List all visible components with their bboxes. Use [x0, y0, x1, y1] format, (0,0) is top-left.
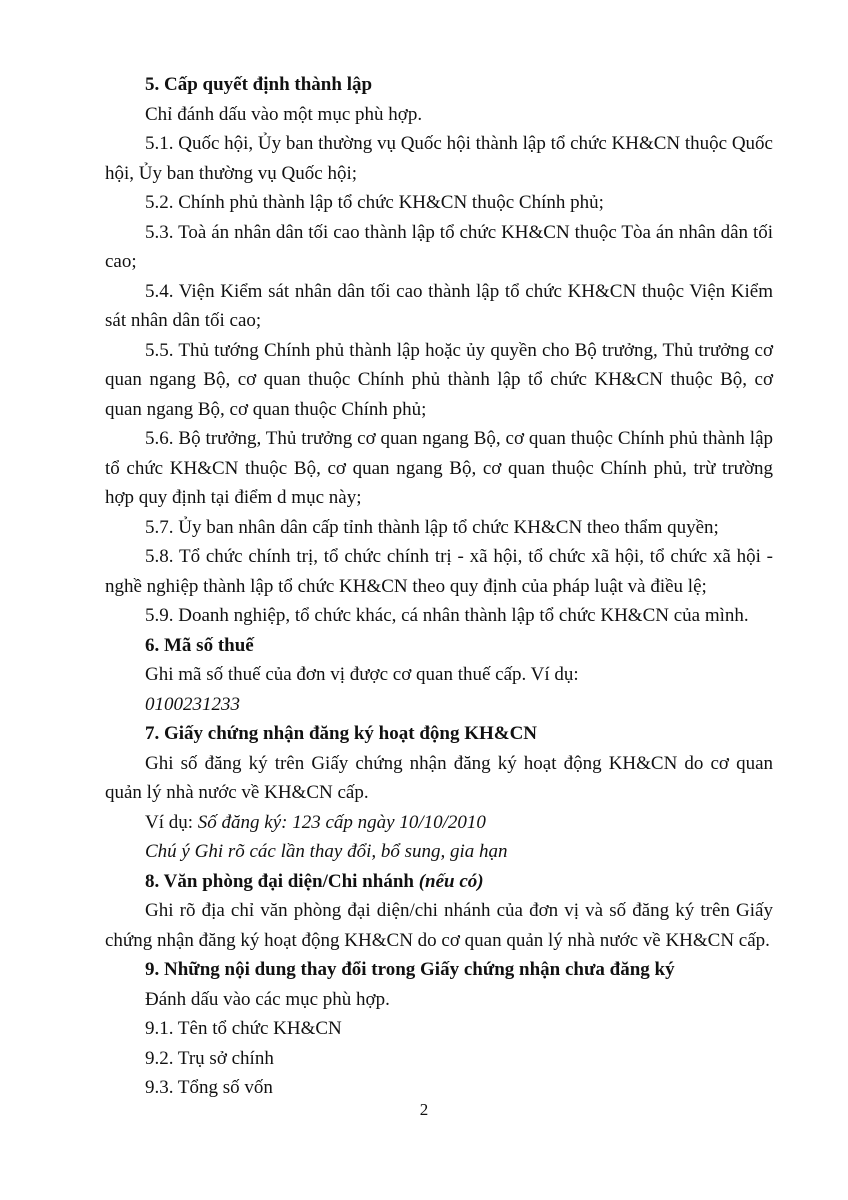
section-5-item: 5.2. Chính phủ thành lập tổ chức KH&CN thuộc Chính phủ; [145, 192, 604, 213]
section-7-note: Chú ý Ghi rõ các lần thay đổi, bổ sung, gia hạn [145, 841, 508, 862]
section-5-item: 5.1. Quốc hội, Ủy ban thường vụ Quốc hội thành lập tổ chức KH&CN thuộc Quốc hội, Ủy ban thường vụ Quốc hội; [105, 133, 773, 184]
document-page [105, 70, 773, 1103]
section-5-note: Chỉ đánh dấu vào một mục phù hợp. [145, 103, 423, 125]
section-5-item: 5.7. Ủy ban nhân dân cấp tỉnh thành lập tổ chức KH&CN theo thẩm quyền; [145, 516, 719, 538]
section-5-item: 5.3. Toà án nhân dân tối cao thành lập tổ chức KH&CN thuộc Tòa án nhân dân tối cao; [105, 221, 773, 272]
section-6-heading: 6. Mã số thuế [145, 634, 254, 656]
section-9-item: 9.2. Trụ sở chính [145, 1047, 274, 1069]
section-5-item: 5.8. Tổ chức chính trị, tổ chức chính trị - xã hội, tổ chức xã hội, tổ chức xã hội - nghề nghiệp thành lập tổ chức KH&CN theo quy định của pháp luật và điều lệ; [105, 546, 773, 597]
section-9-note: Đánh dấu vào các mục phù hợp. [145, 988, 390, 1010]
example-value: Số đăng ký: 123 cấp ngày 10/10/2010 [197, 811, 486, 833]
section-7-example [105, 808, 773, 838]
section-9-heading: 9. Những nội dung thay đổi trong Giấy chứng nhận chưa đăng ký [145, 959, 675, 980]
example-prefix: Ví dụ: [145, 811, 198, 833]
section-5-item: 5.5. Thủ tướng Chính phủ thành lập hoặc ủy quyền cho Bộ trưởng, Thủ trưởng cơ quan ngang Bộ, cơ quan thuộc Chính phủ thành lập tổ chức KH&CN thuộc Bộ, cơ quan ngang Bộ, cơ quan thuộc Chính phủ; [105, 339, 773, 420]
section-8-title: 8. Văn phòng đại diện/Chi nhánh [145, 870, 419, 892]
section-5-item: 5.6. Bộ trưởng, Thủ trưởng cơ quan ngang Bộ, cơ quan thuộc Chính phủ thành lập tổ chức KH&CN thuộc Bộ, cơ quan ngang Bộ, cơ quan thuộc Chính phủ, trừ trường hợp quy định tại điểm d mục này; [105, 428, 773, 508]
section-5-item: 5.4. Viện Kiểm sát nhân dân tối cao thành lập tổ chức KH&CN thuộc Viện Kiểm sát nhân dân tối cao; [105, 280, 773, 331]
page-number: 2 [419, 1100, 429, 1119]
section-8-heading [105, 867, 773, 897]
section-6-example: 0100231233 [145, 693, 240, 715]
section-7-text: Ghi số đăng ký trên Giấy chứng nhận đăng ký hoạt động KH&CN do cơ quan quản lý nhà nước về KH&CN cấp. [105, 752, 773, 803]
section-9-item: 9.3. Tổng số vốn [145, 1077, 273, 1098]
section-8-text: Ghi rõ địa chỉ văn phòng đại diện/chi nhánh của đơn vị và số đăng ký trên Giấy chứng nhận đăng ký hoạt động KH&CN do cơ quan quản lý nhà nước về KH&CN cấp. [105, 900, 773, 951]
section-6-text: Ghi mã số thuế của đơn vị được cơ quan thuế cấp. Ví dụ: [145, 664, 579, 685]
section-5-heading: 5. Cấp quyết định thành lập [145, 74, 373, 95]
section-7-heading: 7. Giấy chứng nhận đăng ký hoạt động KH&CN [145, 723, 538, 744]
section-5-item: 5.9. Doanh nghiệp, tổ chức khác, cá nhân thành lập tổ chức KH&CN của mình. [145, 605, 749, 626]
section-8-qualifier: (nếu có) [418, 870, 484, 892]
section-9-item: 9.1. Tên tổ chức KH&CN [145, 1018, 342, 1039]
